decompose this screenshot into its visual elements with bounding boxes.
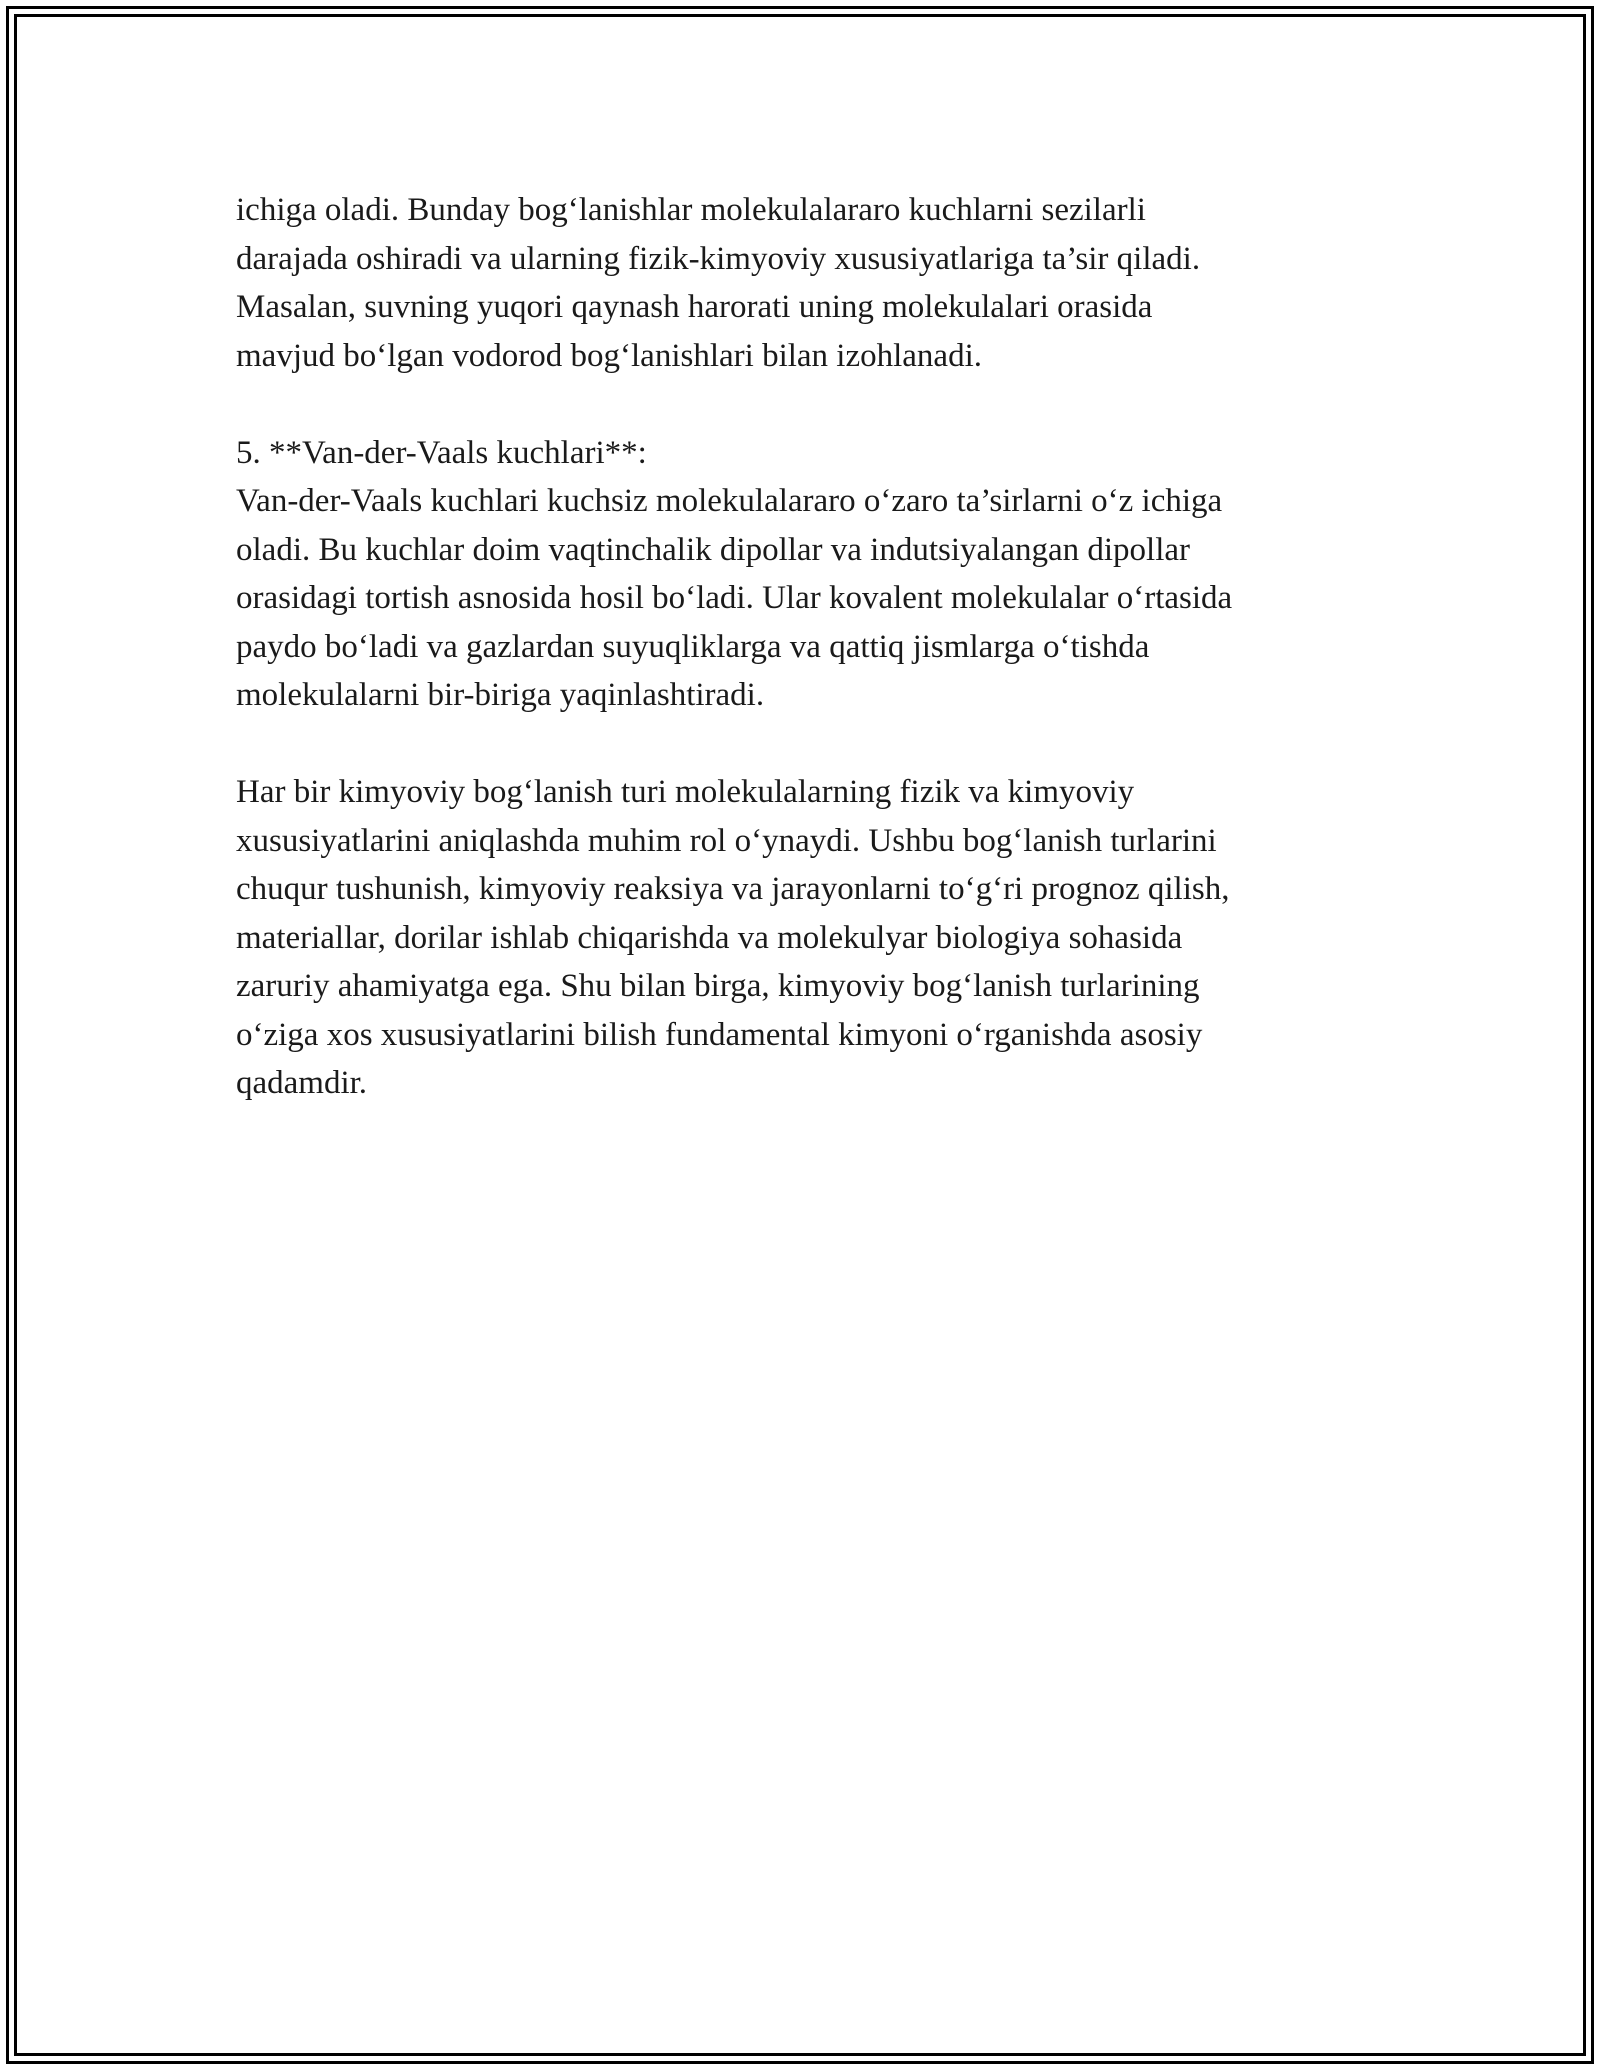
text-line: molekulalarni bir-biriga yaqinlashtiradi. bbox=[236, 677, 765, 713]
text-line: darajada oshiradi va ularning fizik-kimyoviy xususiyatlariga ta’sir qiladi. bbox=[236, 240, 1201, 277]
text-line: oladi. Bu kuchlar doim vaqtinchalik dipollar va indutsiyalangan dipollar bbox=[236, 531, 1191, 568]
section-heading: 5. **Van-der-Vaals kuchlari**: bbox=[236, 434, 647, 471]
text-line: zaruriy ahamiyatga ega. Shu bilan birga, kimyoviy bog‘lanish turlarining bbox=[236, 968, 1200, 1004]
paragraph-hydrogen-bonds bbox=[236, 186, 1376, 380]
paragraph-conclusion bbox=[236, 768, 1376, 1108]
text-line: Masalan, suvning yuqori qaynash harorati uning molekulalari orasida bbox=[236, 289, 1153, 325]
text-line: qadamdir. bbox=[236, 1065, 368, 1101]
paragraph-spacer bbox=[236, 720, 1376, 769]
text-line: Van-der-Vaals kuchlari kuchsiz molekulalararo o‘zaro ta’sirlarni o‘z ichiga bbox=[236, 483, 1223, 519]
paragraph-spacer bbox=[236, 380, 1376, 429]
text-line: chuqur tushunish, kimyoviy reaksiya va jarayonlarni to‘g‘ri prognoz qilish, bbox=[236, 871, 1230, 907]
text-line: o‘ziga xos xususiyatlarini bilish fundamental kimyoni o‘rganishda asosiy bbox=[236, 1016, 1203, 1053]
text-line: materiallar, dorilar ishlab chiqarishda va molekulyar biologiya sohasida bbox=[236, 919, 1183, 956]
document-body bbox=[236, 186, 1376, 1108]
text-line: paydo bo‘ladi va gazlardan suyuqliklarga va qattiq jismlarga o‘tishda bbox=[236, 628, 1150, 665]
paragraph-van-der-waals bbox=[236, 477, 1376, 720]
text-line: Har bir kimyoviy bog‘lanish turi molekulalarning fizik va kimyoviy bbox=[236, 774, 1135, 810]
text-line: orasidagi tortish asnosida hosil bo‘ladi. Ular kovalent molekulalar o‘rtasida bbox=[236, 580, 1233, 616]
text-line: ichiga oladi. Bunday bog‘lanishlar molekulalararo kuchlarni sezilarli bbox=[236, 192, 1146, 228]
text-line: xususiyatlarini aniqlashda muhim rol o‘ynaydi. Ushbu bog‘lanish turlarini bbox=[236, 822, 1217, 859]
text-line: mavjud bo‘lgan vodorod bog‘lanishlari bilan izohlanadi. bbox=[236, 337, 982, 374]
